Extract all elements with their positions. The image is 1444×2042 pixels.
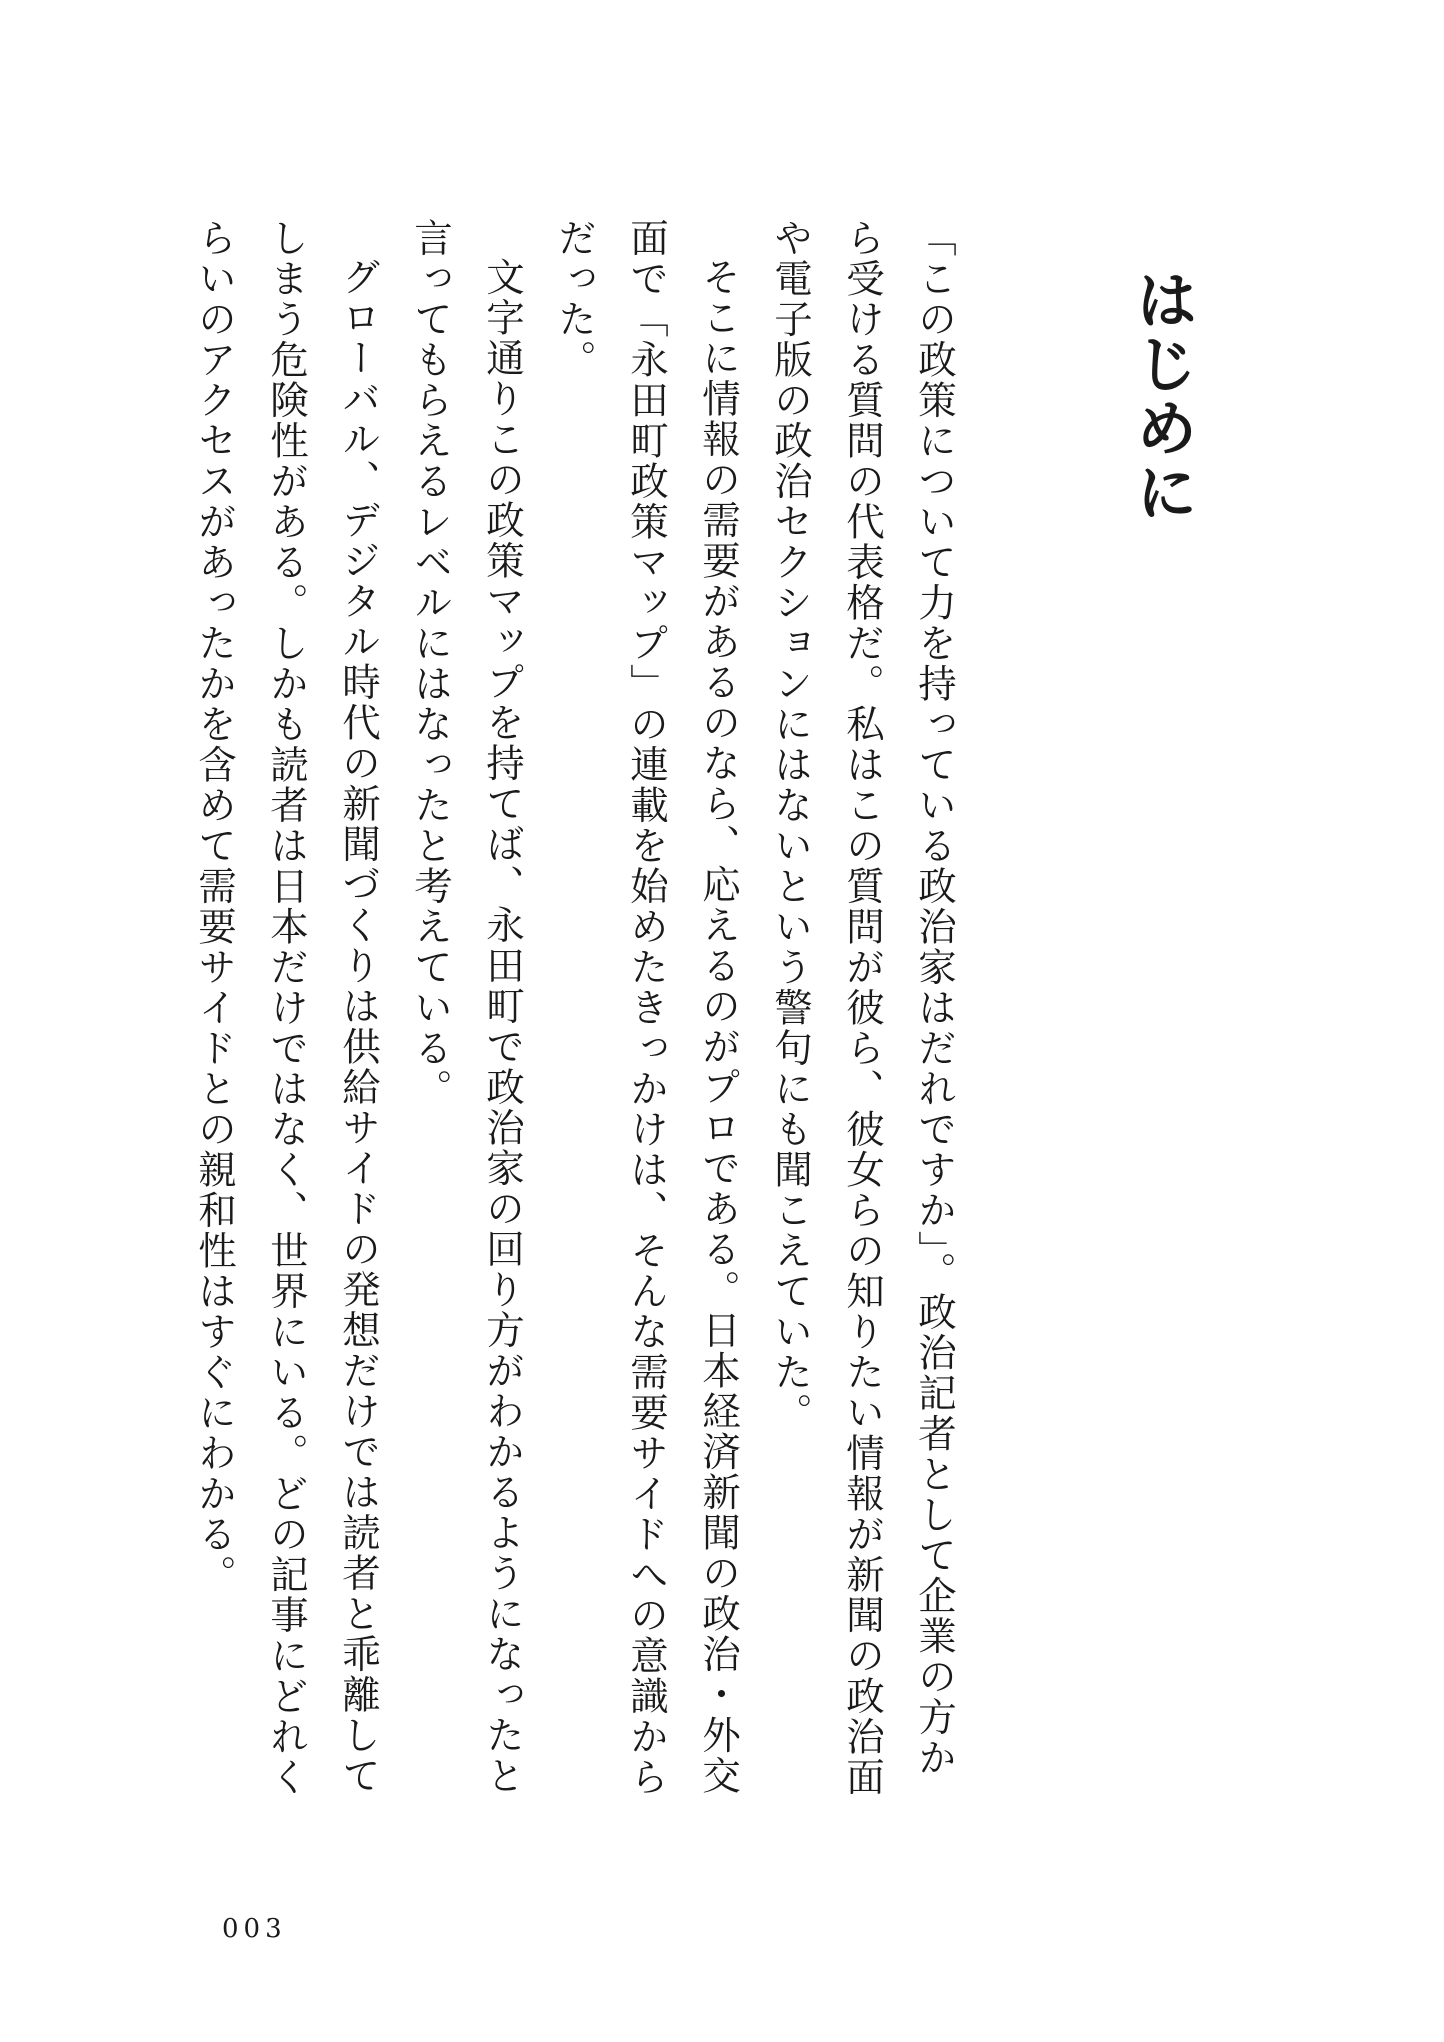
chapter-title: はじめに [1125,268,1199,524]
paragraph-3: 文字通りこの政策マップを持てば、永田町で政治家の回り方がわかるようになったと言ってもらえるレベルにはなったと考えている。 [408,218,525,1796]
paragraph-2: そこに情報の需要があるのなら、応えるのがプロである。日本経済新聞の政治・外交面で「永田町政策マップ」の連載を始めたきっかけは、そんな需要サイドへの意識からだった。 [552,218,741,1798]
page-number: 003 [222,1914,287,1944]
body-text [192,218,970,1798]
paragraph-4: グローバル、デジタル時代の新聞づくりは供給サイドの発想だけでは読者と乖離してしまう危険性がある。しかも読者は日本だけではなく、世界にいる。どの記事にどれくらいのアクセスがあったかを含めて需要サイドとの親和性はすぐにわかる。 [192,218,381,1798]
paragraph-1: 「この政策について力を持っている政治家はだれですか」。政治記者として企業の方から受ける質問の代表格だ。私はこの質問が彼ら、彼女らの知りたい情報が新聞の政治面や電子版の政治セクションにはないという警句にも聞こえていた。 [768,218,957,1798]
